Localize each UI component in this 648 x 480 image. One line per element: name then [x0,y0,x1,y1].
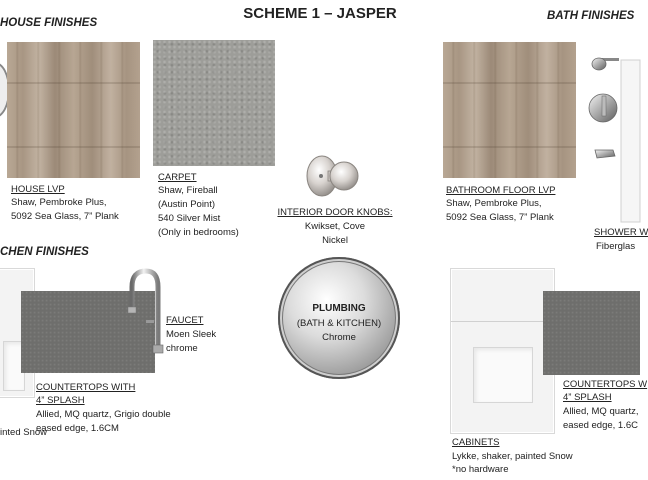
section-kitchen-finishes: CHEN FINISHES [0,246,89,258]
plumbing-title: PLUMBING [312,303,366,314]
countertops-right-label-1: COUNTERTOPS W [563,379,648,390]
plumbing-line-1: (BATH & KITCHEN) [296,318,382,329]
door-knobs-line-2: Nickel [322,235,348,246]
countertops-right-line-2: eased edge, 1.6C [563,420,639,431]
cabinets-right-label: CABINETS [452,437,500,448]
countertops-left-label-1: COUNTERTOPS WITH [36,382,136,393]
section-bath-finishes: BATH FINISHES [547,10,635,22]
carpet-line-4: (Only in bedrooms) [158,227,239,238]
bath-lvp-line-2: 5092 Sea Glass, 7” Plank [446,212,554,223]
bath-lvp-line-1: Shaw, Pembroke Plus, [446,198,542,209]
plumbing-line-2: Chrome [322,332,356,343]
faucet-image [120,265,165,355]
countertops-left-line-1: Allied, MQ quartz, Grigio double [36,409,171,420]
door-knobs-line-1: Kwikset, Cove [304,221,366,232]
shower-label: SHOWER W [594,227,648,238]
countertops-left-line-2: eased edge, 1.6CM [36,423,119,434]
house-lvp-label: HOUSE LVP [11,184,65,195]
faucet-line-1: Moen Sleek [166,329,217,340]
carpet-line-1: Shaw, Fireball [158,185,218,196]
door-knob-image [300,150,364,202]
bath-countertop-swatch [543,291,640,375]
bath-lvp-swatch [443,42,576,178]
bath-cabinet-swatch [450,268,555,434]
carpet-swatch [153,40,275,166]
page-title: SCHEME 1 – JASPER [243,5,397,22]
bath-lvp-label: BATHROOM FLOOR LVP [446,185,556,196]
carpet-line-3: 540 Silver Mist [158,213,221,224]
countertops-left-label-2: 4” SPLASH [36,395,85,406]
countertops-right-line-1: Allied, MQ quartz, [563,406,639,417]
house-lvp-swatch [7,42,140,178]
shower-fixtures-image [585,50,640,225]
door-knobs-label: INTERIOR DOOR KNOBS: [277,207,393,218]
cabinets-right-line-1: Lykke, shaker, painted Snow [452,451,573,462]
house-lvp-line-2: 5092 Sea Glass, 7” Plank [11,211,119,222]
faucet-label: FAUCET [166,315,204,326]
countertops-right-label-2: 4” SPLASH [563,392,612,403]
house-lvp-line-1: Shaw, Pembroke Plus, [11,197,107,208]
shower-line-1: Fiberglas [596,241,636,252]
cabinets-right-line-2: *no hardware [452,464,509,475]
faucet-line-2: chrome [166,343,198,354]
section-house-finishes: HOUSE FINISHES [0,17,98,29]
cabinets-left-line-1: inted Snow [0,427,48,438]
carpet-label: CARPET [158,172,197,183]
carpet-line-2: (Austin Point) [158,199,216,210]
